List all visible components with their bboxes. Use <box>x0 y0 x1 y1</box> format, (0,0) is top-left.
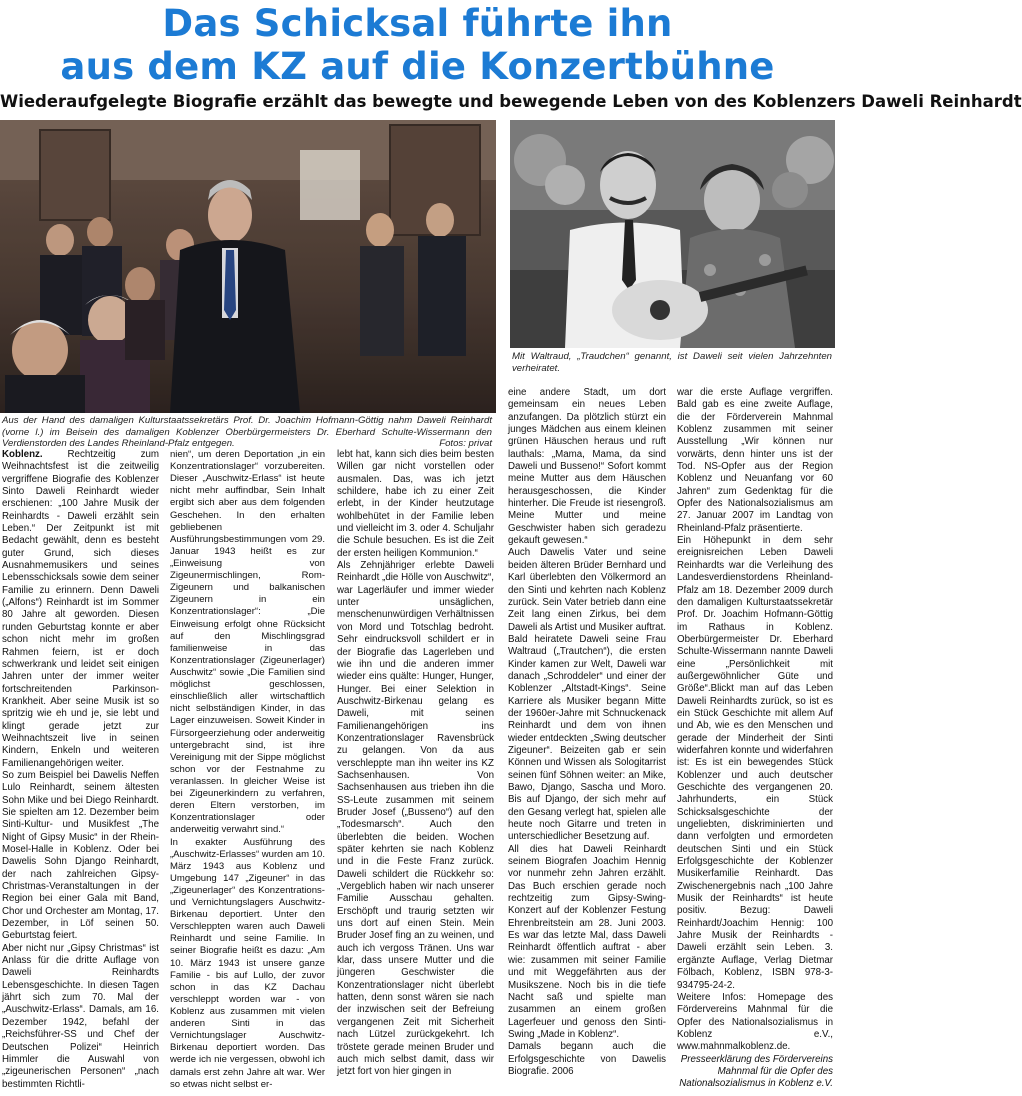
photo-daweli-waltraud <box>510 120 835 348</box>
subheadline: Wiederaufgelegte Biografie erzählt das bewegte und bewegende Leben von des Koblenzers Daweli Reinhardt <box>0 92 1022 111</box>
photo-award-ceremony-image <box>0 120 496 413</box>
headline-line-2: aus dem KZ auf die Konzertbühne <box>60 45 775 88</box>
column-1-paragraph-1: Rechtzeitig zum Weihnachtsfest ist die zeitweilig vergriffene Biografie des Koblenzer Sinto Daweli Reinhardt wieder erschienen: „100 Jahre Musik der Reinhardts - Daweli erzählt sein Leben.“ Der Zeitpunkt ist mit Bedacht gewählt, denn es besteht guter Grund, sich dieses Ausnahmemusikers und seines Lebensschicksals sowie dem seiner Familie zu erinnern. Denn Daweli („Alfons“) Reinhardt ist im Sommer 80 Jahre alt geworden. Diesen runden Geburtstag konnte er aber schon nicht mehr im großen Rahmen feiern, ist er doch schwerkrank und leidet seit einigen Jahren unter der immer weiter fortschreitenden Parkinson-Krankheit. Aber seine Musik ist so spritzig wie eh und je, sie lebt und klingt gerade jetzt zur Weihnachtszeit live in seinen Kindern, Enkeln und weiteren Familienangehörigen weiter. <box>2 449 159 769</box>
headline-line-1: Das Schicksal führte ihn <box>162 2 673 45</box>
column-5-paragraph-1: war die erste Auflage vergriffen. Bald gab es eine zweite Auflage, die der Förderverein Mahnmal Koblenz zusammen mit seiner Ausstellung „Wir können nur vorwärts, denn hinter uns ist der Tod. NS-Opfer aus der Region Koblenz und Neuanfang vor 60 Jahren“ zum Gedenktag für die Opfer des Nationalsozialismus am 27. Januar 2007 im Landtag von Rheinland-Pfalz präsentierte. <box>677 387 833 534</box>
column-3-paragraph-1: lebt hat, kann sich dies beim besten Willen gar nicht vorstellen oder ausmalen. Das, was ich jetzt schildere, habe ich zu einer Zeit erlebt, in der Kinder heutzutage wohlbehütet in der Familie leben und vielleicht im 3. oder 4. Schuljahr die Schule besuchen. Es ist die Zeit der ersten heiligen Kommunion.“ <box>337 449 494 559</box>
article-column-4 <box>508 387 666 1078</box>
headline <box>0 2 835 88</box>
photo-award-ceremony <box>0 120 496 413</box>
column-1-paragraph-2: So zum Beispiel bei Dawelis Neffen Lulo Reinhardt, seinem ältesten Sohn Mike und bei Diego Reinhardt. Sie spielten am 12. Dezember beim Sinti-Kultur- und Musikfest „The Night of Gipsy Music“ in der Rhein-Mosel-Halle in Koblenz. Oder bei Dawelis Sohn Django Reinhardt, der nach zahlreichen Gipsy-Christmas-Veranstaltungen in der Region bei einer Gala mit Band, Chor und Orchester am Montag, 17. Dezember, in Löf seinen 50. Geburtstag feiert. <box>2 769 159 942</box>
press-release-signature: Presseerklärung des Fördervereins Mahnmal für die Opfer des Nationalsozialismus in Koblenz e.V. <box>679 1053 833 1090</box>
column-4-paragraph-3: All dies hat Daweli Reinhardt seinem Biografen Joachim Hennig vor nunmehr zehn Jahren erzählt. Das Buch erschien gerade noch rechtzeitig zum Gipsy-Swing-Konzert auf der Koblenzer Festung Ehrenbreitstein am 28. Juni 2003. Es war das letzte Mal, dass Daweli Reinhardt öffentlich auftrat - aber wie: zusammen mit seiner Familie und mit Weggefährten aus der Musikszene. Noch bis in die tiefe Nacht saß und spielte man zusammen an einem großen Lagerfeuer und genoss den Sinti-Swing „Made in Koblenz“. <box>508 843 666 1040</box>
article-column-3 <box>337 449 494 1079</box>
column-4-paragraph-2: Auch Dawelis Vater und seine beiden älteren Brüder Bernhard und Karl überlebten den Völkermord an den Sinti und kehrten nach Koblenz zurück. Sein Vater betrieb dann eine Zeit lang einen Zirkus, bei dem Daweli als Artist und Musiker auftrat. Bald heiratete Daweli seine Frau Waltraud („Trautchen“), die ersten Kinder kamen zur Welt, Daweli war danach „Schroddeler“ und einer der Koblenzer „Altstadt-Kings“. Seine Karriere als Musiker begann Mitte der 1960er-Jahre mit Schnuckenack Reinhardt und dem von ihnen wieder entdeckten „Swing deutscher Zigeuner“. Beizeiten gab er sein Können und Wissen als Sologitarrist seinen fünf Söhnen weiter: an Mike, Bawo, Django, Sascha und Moro. Bis auf Django, der sich mehr auf den Gesang verlegt hat, spielen alle heute noch Gitarre und treten in unterschiedlicher Besetzung auf. <box>508 547 666 843</box>
article-column-5 <box>677 387 833 1091</box>
article-column-2 <box>170 449 325 1091</box>
column-2-paragraph-1: nien“, um deren Deportation „in ein Konzentrationslager“ vorzubereiten. Dieser „Auschwitz-Erlass“ ist heute nicht mehr auffindbar, Sein Inhalt ergibt sich aber aus dem folgenden Geschehen. In den erhalten gebliebenen Ausführungsbestimmungen vom 29. Januar 1943 heißt es zur „Einweisung von Zigeunermischlingen, Rom-Zigeunern und balkanischen Zigeunern in ein Konzentrationslager“: „Die Einweisung erfolgt ohne Rücksicht auf den Mischlingsgrad familienweise in das Konzentrationslager (Zigeunerlager) Auschwitz“ sowie „Die Familien sind möglichst geschlossen, einschließlich aller wirtschaftlich nicht selbständigen Kinder, in das Lager einzuweisen. Soweit Kinder in Fürsorgeerziehung oder anderweitig untergebracht sind, ist ihre Vereinigung mit der Sippe möglichst schon vor der Festnahme zu veranlassen. In gleicher Weise ist bei Zigeunerkindern zu verfahren, deren Eltern verstorben, im Konzentrationslager oder anderweitig verwahrt sind.“ <box>170 449 325 836</box>
column-3-paragraph-2: Als Zehnjähriger erlebte Daweli Reinhardt „die Hölle von Auschwitz“, war Lagerläufer und immer wieder unter unsäglichen, menschenunwürdigen Verhältnissen von Mord und Totschlag bedroht. Sehr eindrucksvoll schildert er in der Biografie das Lagerleben und wie ihn und die anderen immer wieder eins quälte: Hunger, Hunger, Hunger. Bei einer Selektion in Auschwitz-Birkenau gelang es Daweli, mit seinen Familienangehörigen ins Konzentrationslager Ravensbrück zu gelangen. Von da aus verschleppte man ihn weiter ins KZ Sachsenhausen. Von Sachsenhausen aus trieben ihn die SS-Leute zusammen mit seinem Bruder Josef („Busseno“) auf den „Todesmarsch“. Auch den überlebten die beiden. Wochen später kehrten sie nach Koblenz und in die Feste Franz zurück. Daweli schildert die Rückkehr so: „Vergeblich haben wir nach unserer Familie Ausschau gehalten. Erschöpft und traurig setzten wir uns dort auf einen Stein. Mein Bruder Josef fing an zu weinen, und auch ich vergoss Tränen. Uns war klar, dass unsere Mutter und die jüngeren Geschwister die Konzentrationslager nicht überlebt hatten, denn sonst wären sie nach der inzwischen seit der Befreiung vergangenen Zeit mit Sicherheit nach Lützel zurückgekehrt. Ich tröstete gerade meinen Bruder und auch mich selbst damit, dass wir jetzt fort von hier gingen in <box>337 560 494 1078</box>
column-5-paragraph-3: Weitere Infos: Homepage des Fördervereins Mahnmal für die Opfer des Nationalsozialismus in Koblenz e.V., www.mahnmalkoblenz.de. <box>677 991 833 1053</box>
dateline: Koblenz. <box>2 449 43 460</box>
photo-credit: Fotos: privat <box>439 438 492 449</box>
column-4-paragraph-4: Damals begann auch die Erfolgsgeschichte von Dawelis Biografie. 2006 <box>508 1041 666 1077</box>
caption-right <box>512 351 832 374</box>
caption-left-text: Aus der Hand des damaligen Kulturstaatssekretärs Prof. Dr. Joachim Hofmann-Göttig nahm Daweli Reinhardt (vorne l.) im Beisein des damaligen Koblenzer Oberbürgermeisters Dr. Eberhard Schulte-Wissermann den Verdienstorden des Landes Rheinland-Pfalz entgegen. <box>2 415 492 449</box>
column-2-paragraph-2: In exakter Ausführung des „Auschwitz-Erlasses“ wurden am 10. März 1943 aus Koblenz und Umgebung 147 „Zigeuner“ in das „Zigeunerlager“ des Konzentrations- und Vernichtungslagers Auschwitz-Birkenau deportiert. Unter den Verschleppten waren auch Daweli Reinhardt und seine Familie. In seiner Biografie heißt es dazu: „Am 10. März 1943 ist unsere ganze Familie - bis auf Lullo, der zuvor schon in das KZ Dachau verschleppt worden war - von Koblenz aus zusammen mit vielen anderen Sinti in das Vernichtungslager Auschwitz-Birkenau deportiert worden. Das werde ich nie vergessen, obwohl ich damals erst zehn Jahre alt war. Wer so etwas nicht selbst er- <box>170 836 325 1090</box>
article-column-1 <box>2 449 159 1091</box>
column-1-paragraph-3: Aber nicht nur „Gipsy Christmas“ ist Anlass für die dritte Auflage von Daweli Reinhardts Lebensgeschichte. In diesen Tagen jährt sich zum 70. Mal der „Auschwitz-Erlass“. Damals, am 16. Dezember 1942, befahl der „Reichsführer-SS und Chef der Deutschen Polizei“ Heinrich Himmler die Auswahl von „zigeunerischen Personen“ „nach bestimmten Richtli- <box>2 942 159 1090</box>
caption-right-text: Mit Waltraud, „Traudchen“ genannt, ist Daweli seit vielen Jahrzehnten verheiratet. <box>512 351 832 374</box>
column-4-paragraph-1: eine andere Stadt, um dort gemeinsam ein neues Leben anzufangen. Da plötzlich stürzt ein junges Mädchen aus einem kleinen grünen Häuschen heraus und ruft lauthals: „Mama, Mama, da sind Daweli und Busseno!“ Sofort kommt meine Mutter aus dem Häuschen herausgeschossen, die Kinder hinterher. Die Freude ist riesengroß. Meine Mutter und meine Geschwister haben sich geradezu gekauft gewesen.“ <box>508 387 666 547</box>
column-5-paragraph-2: Ein Höhepunkt in dem sehr ereignisreichen Leben Daweli Reinhardts war die Verleihung des Landesverdienstordens Rheinland-Pfalz am 18. Dezember 2009 durch den damaligen Kulturstaatssekretär Prof. Dr. Joachim Hofmann-Göttig im Rathaus in Koblenz. Oberbürgermeister Dr. Eberhard Schulte-Wissermann nannte Daweli eine „Persönlichkeit mit außergewöhnlicher Güte und Größe“.Blickt man auf das Leben Daweli Reinhardts zurück, so ist es ein Stück Geschichte mit allem Auf und Ab, wie es den Menschen und gerade der Minderheit der Sinti widerfahren konnte und widerfahren ist: Es ist ein bewegendes Stück Koblenzer und auch deutscher Geschichte des vergangenen 20. Jahrhunderts, ein Stück Schicksalsgeschichte der ungeliebten, diskriminierten und dann verfolgten und ermordeten deutschen Sinti und ein Stück Erfolgsgeschichte der Koblenzer Musikerfamilie Reinhardt. Das Zwischenergebnis nach „100 Jahre Musik der Reinhardts“ ist heute positiv. Bezug: Daweli Reinhardt/Joachim Hennig: 100 Jahre Musik der Reinhardts - Daweli erzählt sein Leben. 3. ergänzte Auflage, Verlag Dietmar Fölbach, Koblenz, ISBN 978-3-934795-24-2. <box>677 535 833 991</box>
caption-left <box>2 415 492 450</box>
photo-daweli-waltraud-image <box>510 120 835 348</box>
